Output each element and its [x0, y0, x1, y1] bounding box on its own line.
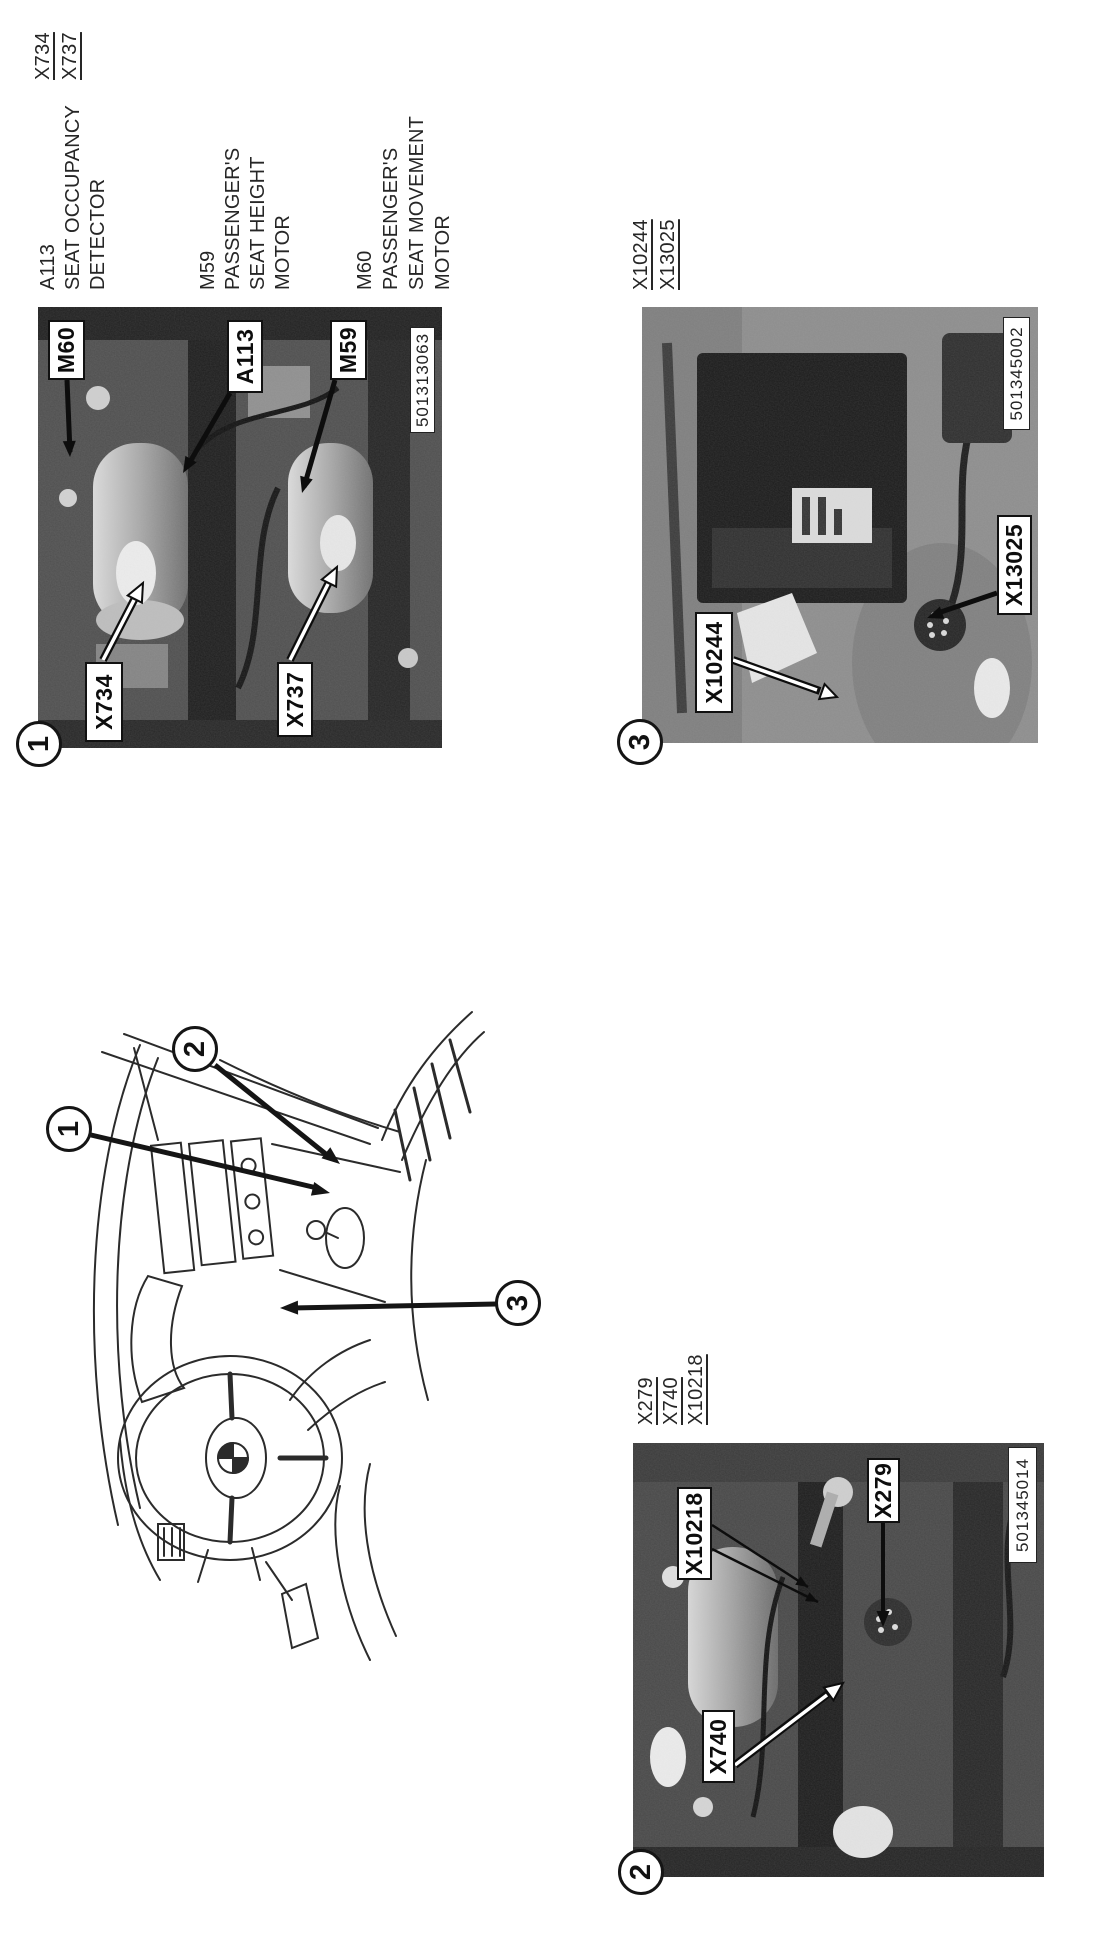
- callout-box-m60: M60: [48, 320, 85, 380]
- callout-box-m59: M59: [330, 320, 367, 380]
- diagram-arrow-1: [91, 1135, 330, 1196]
- callout-box-x734: X734: [85, 662, 123, 742]
- corner-code-x734: X734: [32, 32, 54, 80]
- diagram-callout-circle-1: 1: [46, 1106, 92, 1152]
- figure2-code-x740: X740: [660, 1377, 682, 1425]
- legend-m59-group: [196, 148, 296, 290]
- photo-id-501313063: 501313063: [410, 327, 435, 433]
- legend-m60-line2: SEAT MOVEMENT: [406, 115, 428, 290]
- corner-connector-codes: [30, 32, 84, 80]
- legend-a113-line1: SEAT OCCUPANCY: [62, 104, 84, 290]
- photo-id-501345002: 501345002: [1003, 317, 1030, 430]
- figure3-code-x13025: X13025: [657, 219, 679, 290]
- figure3-photo: [623, 307, 1038, 751]
- callout-box-x10244: X10244: [695, 612, 733, 713]
- callout-box-x279: X279: [867, 1458, 900, 1523]
- figure2-code-x279: X279: [635, 1377, 657, 1425]
- car-interior-sketch: [40, 996, 560, 1700]
- legend-a113-group: [36, 105, 111, 290]
- diagram-arrow-3: [280, 1301, 496, 1315]
- callout-box-x13025: X13025: [997, 515, 1032, 615]
- figure-number-circle-2: 2: [618, 1849, 664, 1895]
- car-interior-diagram: [40, 996, 560, 1700]
- legend-m60-line3: MOTOR: [432, 214, 454, 290]
- legend-m60-group: [352, 116, 456, 290]
- legend-m59-code: M59: [197, 250, 219, 290]
- legend-m60-line1: PASSENGER'S: [380, 147, 402, 290]
- legend-m60-code: M60: [354, 250, 376, 290]
- legend-m59-line1: PASSENGER'S: [222, 147, 244, 290]
- figure-number-circle-3: 3: [617, 719, 663, 765]
- corner-code-x737: X737: [59, 32, 81, 80]
- diagram-callout-circle-3: 3: [495, 1280, 541, 1326]
- figure2-code-x10218: X10218: [685, 1354, 707, 1425]
- figure3-header-codes: [628, 219, 682, 290]
- diagram-arrow-2: [215, 1065, 340, 1164]
- callout-box-x740: X740: [702, 1710, 735, 1783]
- legend-a113-code: A113: [37, 243, 59, 290]
- callout-box-x737: X737: [277, 662, 313, 737]
- callout-box-a113: A113: [227, 320, 263, 393]
- figure3-code-x10244: X10244: [630, 219, 652, 290]
- diagram-callout-circle-2: 2: [172, 1026, 218, 1072]
- figure-number-circle-1: 1: [16, 721, 62, 767]
- legend-m59-line2: SEAT HEIGHT: [247, 156, 269, 290]
- photo-id-501345014: 501345014: [1008, 1447, 1037, 1563]
- figure2-photo: [624, 1443, 1044, 1881]
- figure1-photo: [22, 307, 442, 753]
- legend-a113-line2: DETECTOR: [87, 178, 109, 290]
- legend-m59-line3: MOTOR: [272, 214, 294, 290]
- figure2-header-codes: [634, 1354, 709, 1425]
- callout-box-x10218: X10218: [677, 1487, 712, 1580]
